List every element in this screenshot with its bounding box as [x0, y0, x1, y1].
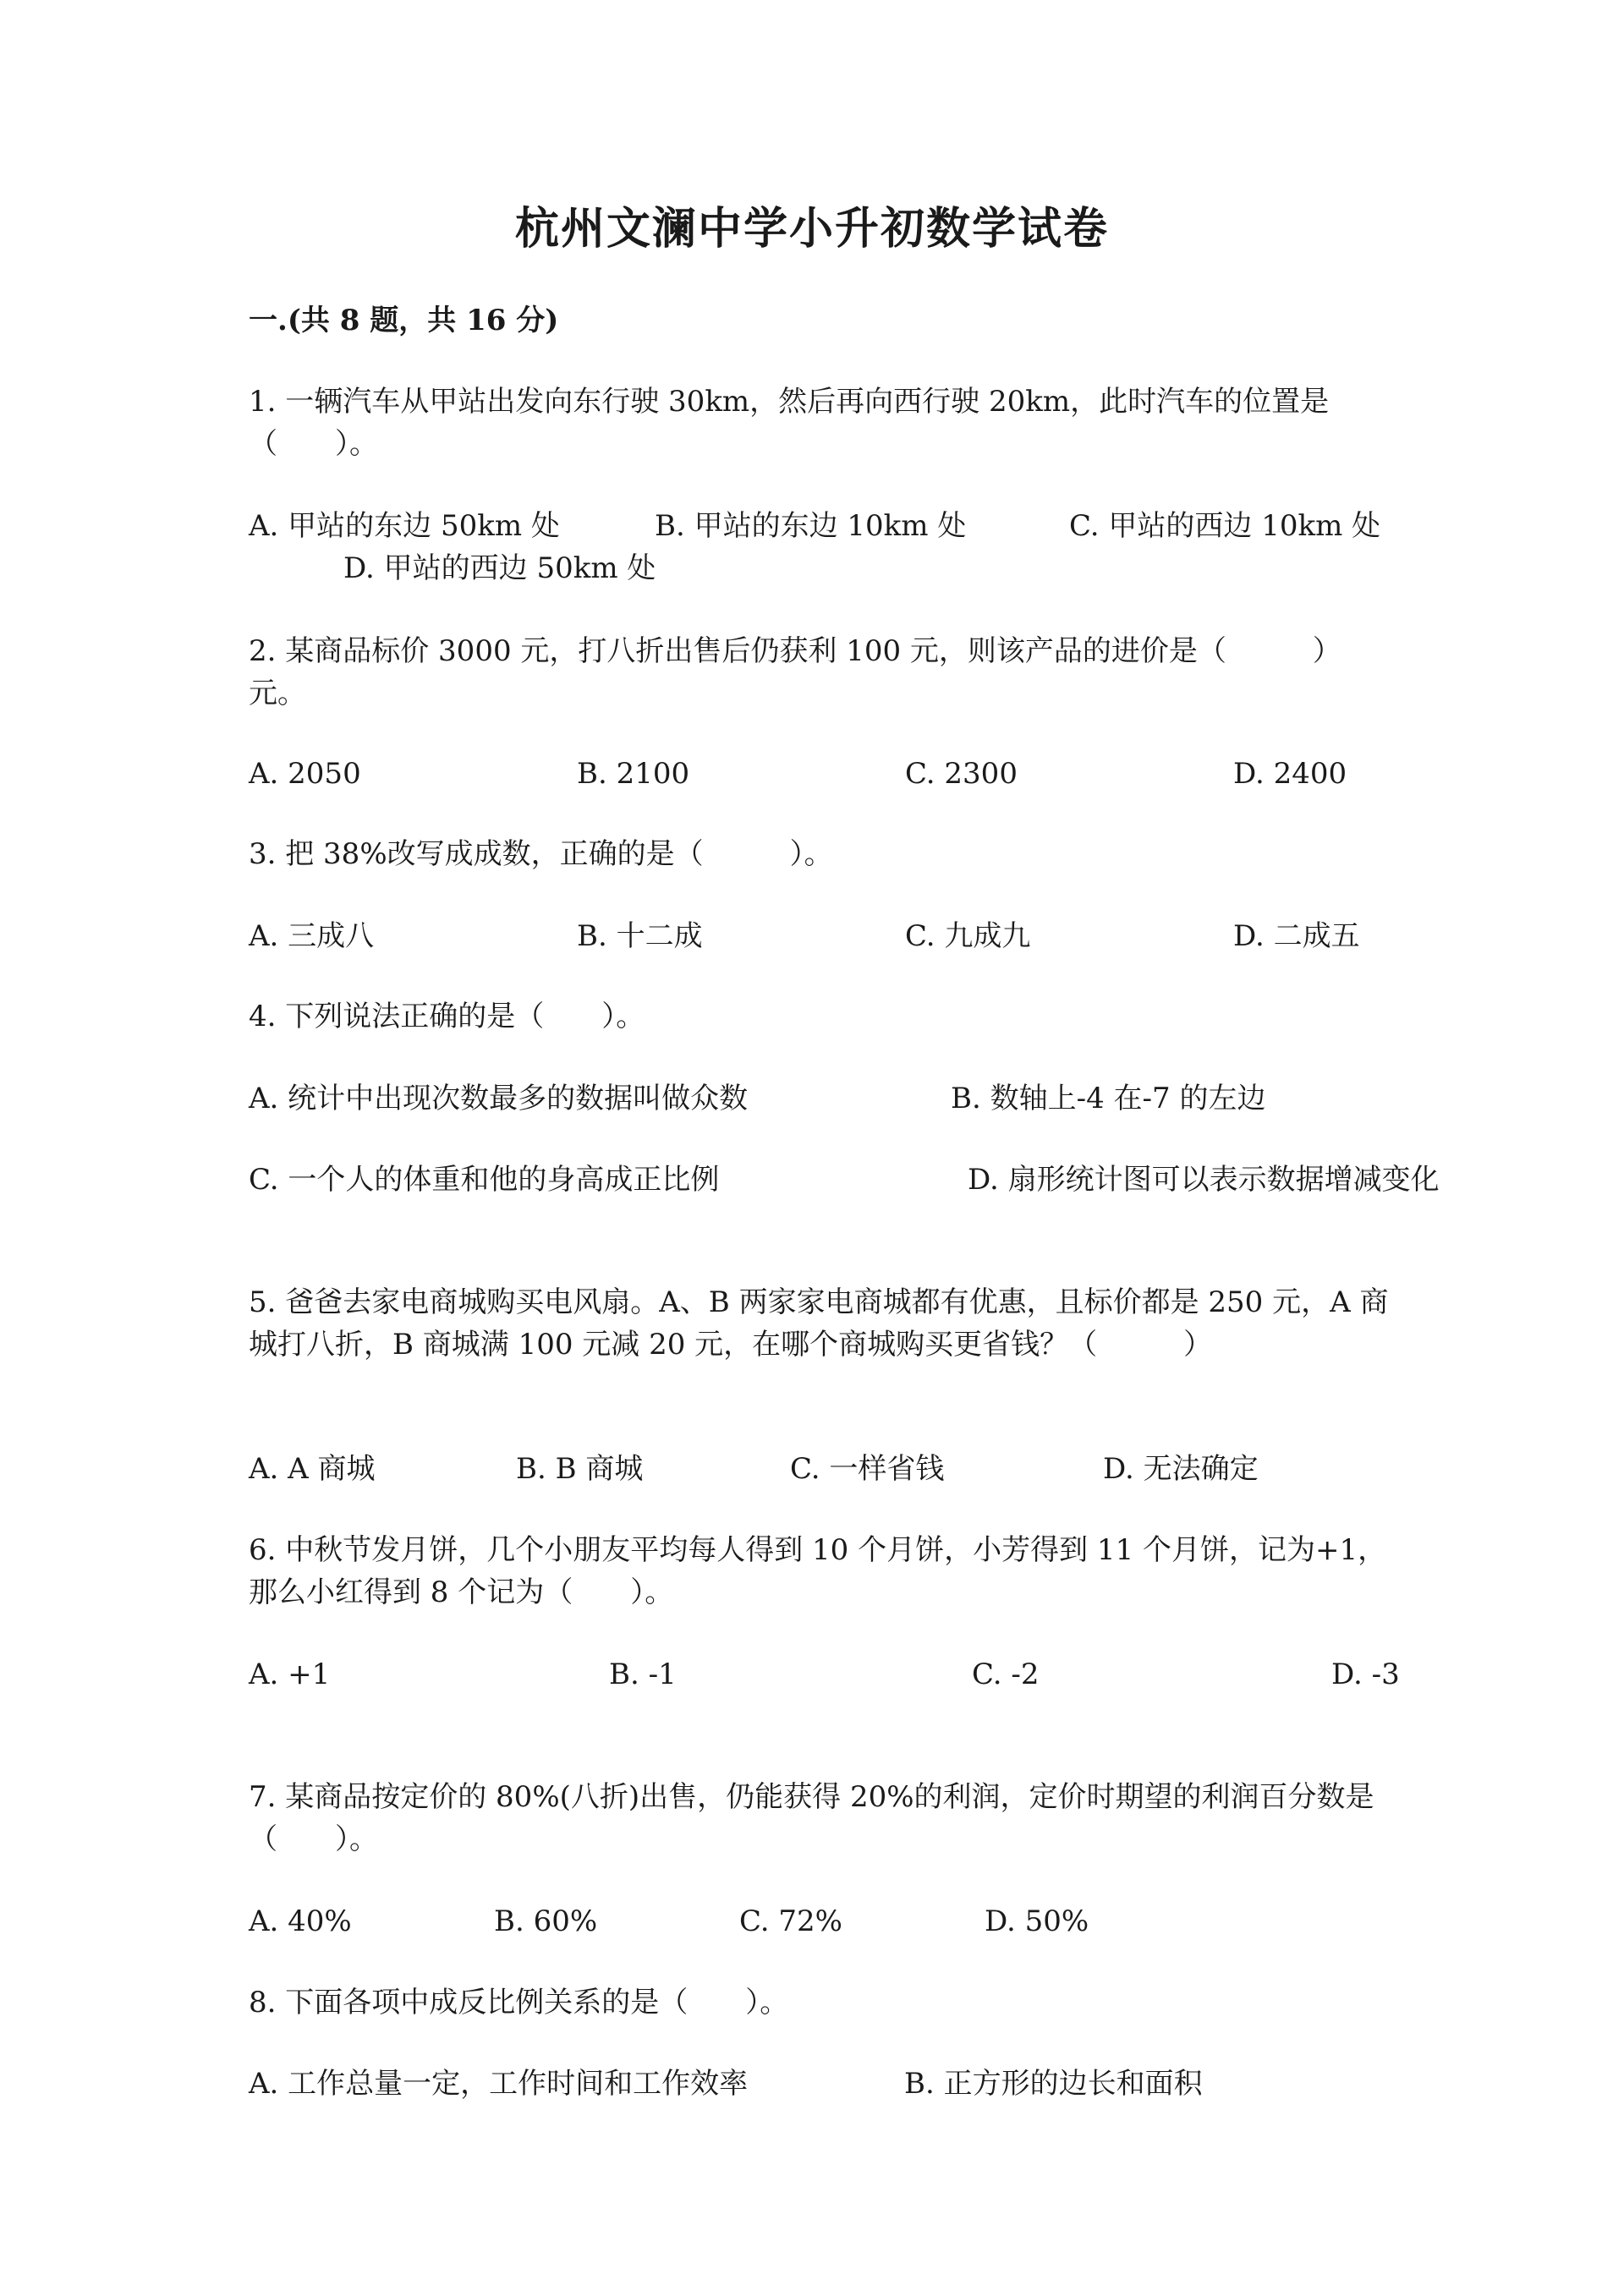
- question-7-option-c[interactable]: C. 72%: [739, 1904, 842, 1938]
- question-6-stem: 6. 中秋节发月饼，几个小朋友平均每人得到 10 个月饼，小芳得到 11 个月饼，记为+1，那么小红得到 8 个记为（ ）。: [249, 1533, 1387, 1609]
- question-1-option-a[interactable]: A. 甲站的东边 50km 处: [249, 509, 560, 543]
- question-1-option-c[interactable]: C. 甲站的西边 10km 处: [1069, 509, 1381, 543]
- question-5-option-b[interactable]: B. B 商城: [516, 1452, 644, 1486]
- question-4-option-b[interactable]: B. 数轴上-4 在-7 的左边: [951, 1082, 1266, 1115]
- question-5-option-a[interactable]: A. A 商城: [249, 1452, 376, 1486]
- question-5-stem: 5. 爸爸去家电商城购买电风扇。A、B 两家家电商城都有优惠，且标价都是 250 元，A 商城打八折，B 商城满 100 元减 20 元，在哪个商城购买更省钱？（ ）: [249, 1285, 1389, 1362]
- question-3-option-d[interactable]: D. 二成五: [1233, 919, 1360, 953]
- question-6-option-d[interactable]: D. -3: [1331, 1658, 1400, 1691]
- question-1-option-d[interactable]: D. 甲站的西边 50km 处: [343, 551, 656, 585]
- exam-title: 杭州文澜中学小升初数学试卷: [514, 203, 1109, 255]
- question-3-stem: 3. 把 38%改写成成数，正确的是（ ）。: [249, 837, 833, 871]
- question-8-option-a[interactable]: A. 工作总量一定，工作时间和工作效率: [249, 2067, 749, 2101]
- question-7-stem: 7. 某商品按定价的 80%(八折)出售，仍能获得 20%的利润，定价时期望的利润百分数是（ ）。: [249, 1780, 1374, 1856]
- question-5-option-d[interactable]: D. 无法确定: [1103, 1452, 1259, 1486]
- question-4-option-a[interactable]: A. 统计中出现次数最多的数据叫做众数: [249, 1082, 749, 1115]
- question-4-option-d[interactable]: D. 扇形统计图可以表示数据增减变化: [968, 1163, 1440, 1197]
- question-1-stem: 1. 一辆汽车从甲站出发向东行驶 30km，然后再向西行驶 20km，此时汽车的位置是（ ）。: [249, 385, 1330, 461]
- question-2-stem: 2. 某商品标价 3000 元，打八折出售后仍获利 100 元，则该产品的进价是（ ）元。: [249, 634, 1341, 710]
- question-6-option-a[interactable]: A. +1: [249, 1658, 331, 1691]
- question-2-option-c[interactable]: C. 2300: [905, 757, 1018, 791]
- question-1-option-b[interactable]: B. 甲站的东边 10km 处: [655, 509, 967, 543]
- question-8-stem: 8. 下面各项中成反比例关系的是（ ）。: [249, 1986, 789, 2019]
- question-6-option-c[interactable]: C. -2: [972, 1658, 1040, 1691]
- question-4-stem: 4. 下列说法正确的是（ ）。: [249, 1000, 645, 1033]
- question-7-option-a[interactable]: A. 40%: [249, 1904, 352, 1938]
- section-heading: 一.(共 8 题，共 16 分): [249, 304, 559, 337]
- question-3-option-c[interactable]: C. 九成九: [905, 919, 1031, 953]
- question-3-option-b[interactable]: B. 十二成: [577, 919, 703, 953]
- question-2-option-b[interactable]: B. 2100: [577, 757, 690, 791]
- question-2-option-a[interactable]: A. 2050: [249, 757, 361, 791]
- question-2-option-d[interactable]: D. 2400: [1233, 757, 1347, 791]
- question-6-option-b[interactable]: B. -1: [609, 1658, 677, 1691]
- question-7-option-d[interactable]: D. 50%: [985, 1904, 1089, 1938]
- question-8-option-b[interactable]: B. 正方形的边长和面积: [904, 2067, 1203, 2101]
- question-4-option-d-wrap: [968, 1159, 1440, 1201]
- question-4-option-c[interactable]: C. 一个人的体重和他的身高成正比例: [249, 1163, 720, 1197]
- question-7-option-b[interactable]: B. 60%: [494, 1904, 598, 1938]
- question-5-option-c[interactable]: C. 一样省钱: [790, 1452, 945, 1486]
- question-3-option-a[interactable]: A. 三成八: [249, 919, 375, 953]
